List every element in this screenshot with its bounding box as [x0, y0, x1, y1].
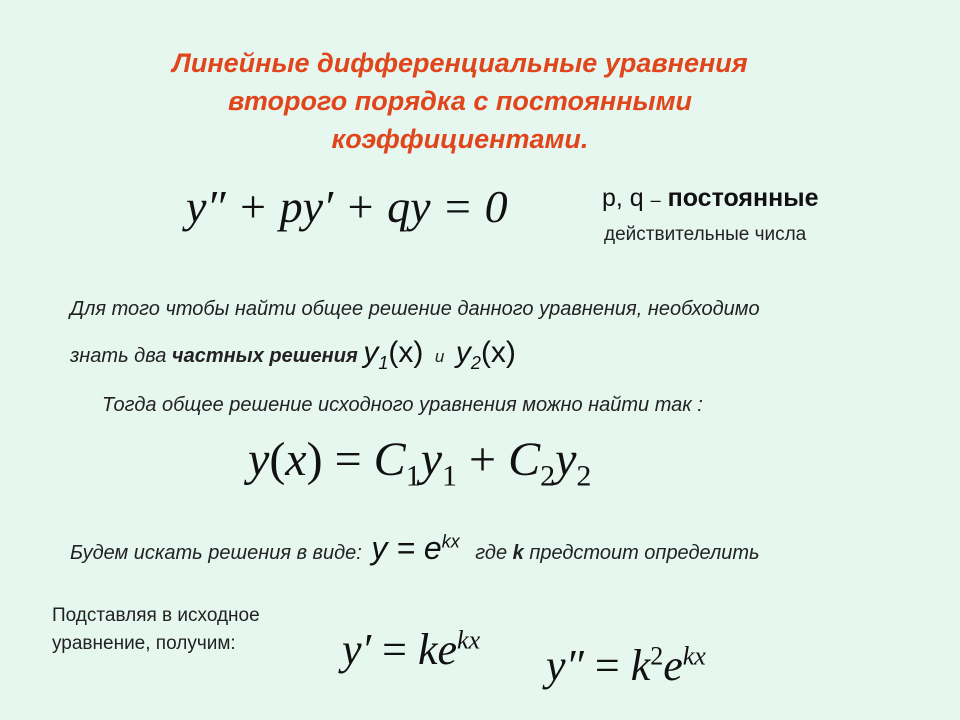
para4-line2: уравнение, получим: — [52, 633, 236, 654]
constants-vars: p, q — [602, 184, 644, 212]
particular-solution-2 — [455, 336, 516, 373]
first-derivative-render: $y' = ke^{kx}$ — [342, 625, 481, 674]
second-derivative — [546, 640, 706, 691]
f1-subscript: 1 — [378, 353, 389, 373]
para3 — [70, 530, 760, 567]
trial-exponent: kx — [441, 531, 460, 552]
title-line-2: второго порядка с постоянными — [227, 86, 693, 116]
first-derivative — [342, 624, 480, 675]
slide-title — [0, 44, 920, 158]
constants-note — [602, 184, 818, 213]
general-solution-render: $y(x) = C_1y_1 + C_2y_2$ — [248, 433, 592, 493]
f1-name: y — [363, 336, 379, 369]
f2-name: y — [455, 336, 471, 369]
para1-line2 — [70, 336, 516, 373]
para1-conj: и — [434, 347, 445, 366]
trial-solution — [371, 530, 459, 566]
f1-arg: (x) — [388, 336, 424, 369]
main-equation: y″ + py′ + qy = 0 — [186, 181, 508, 232]
para4 — [52, 602, 260, 658]
f2-arg: (x) — [480, 336, 516, 369]
title-line-1: Линейные дифференциальные уравнения — [172, 48, 748, 78]
trial-formula: y = e — [371, 530, 442, 566]
para3-suffix: предстоит определить — [529, 542, 760, 564]
para1-prefix: знать два — [70, 345, 167, 367]
constants-bold-word: постоянные — [667, 184, 819, 212]
f2-subscript: 2 — [470, 353, 481, 373]
para1-line1: Для того чтобы найти общее решение данного уравнения, необходимо — [70, 298, 760, 320]
constants-note-line2: действительные числа — [604, 224, 807, 245]
para1-bold: частных решения — [171, 345, 358, 367]
general-solution — [248, 432, 592, 493]
constants-dash: – — [650, 190, 661, 210]
para2: Тогда общее решение исходного уравнения можно найти так : — [102, 394, 703, 416]
para3-prefix: Будем искать решения в виде: — [70, 542, 362, 564]
para4-line1: Подставляя в исходное — [52, 605, 260, 626]
para3-where: где — [475, 542, 508, 564]
second-derivative-render: $y'' = k^2e^{kx}$ — [546, 641, 706, 690]
title-line-3: коэффициентами. — [331, 124, 589, 154]
particular-solution-1 — [363, 336, 424, 373]
para3-k: k — [512, 542, 524, 564]
